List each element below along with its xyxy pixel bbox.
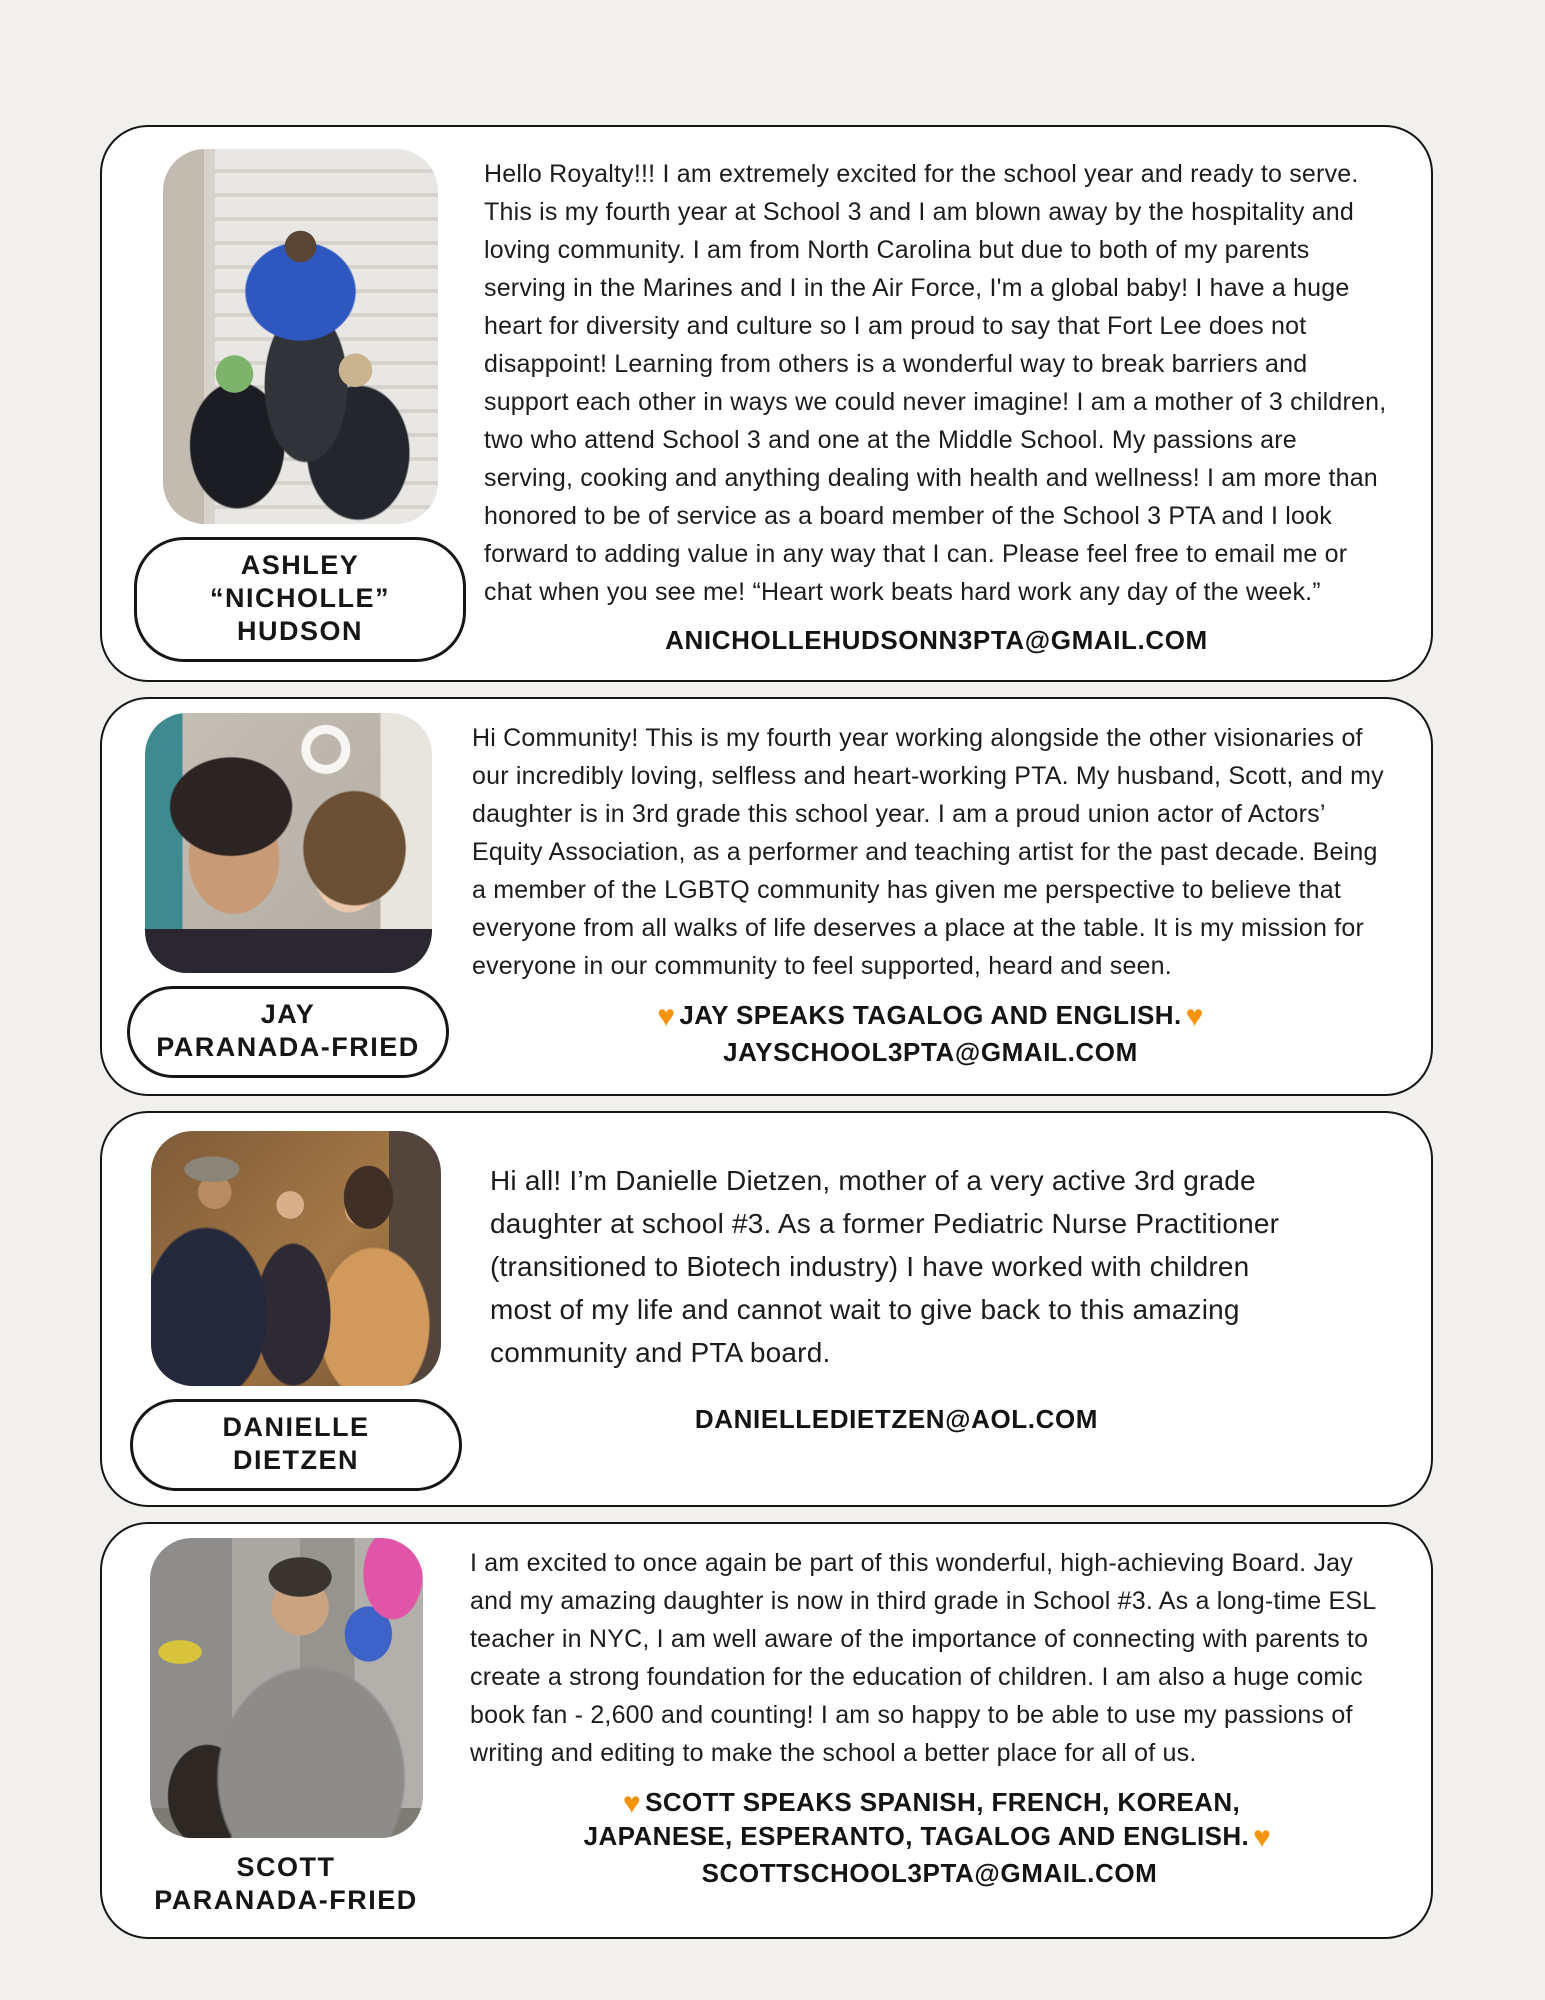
orange-heart-icon: ♥ <box>622 1787 642 1820</box>
member-bio-column <box>454 713 1393 1078</box>
member-bio-text: Hi all! I’m Danielle Dietzen, mother of a very active 3rd grade daughter at school #3. As a former Pediatric Nurse Practitioner (transitioned to Biotech industry) I have worked with children most of my life and cannot wait to give back to this amazing community and PTA board. <box>490 1165 1280 1368</box>
jay-selfie-photo <box>145 713 432 973</box>
member-photo-column <box>134 149 466 662</box>
languages-spoken-text-line2: JAPANESE, ESPERANTO, TAGALOG AND ENGLISH. <box>583 1821 1250 1851</box>
member-email: JAYSCHOOL3PTA@GMAIL.COM <box>723 1037 1138 1067</box>
board-member-card-scott <box>100 1522 1433 1939</box>
member-bio-column <box>452 1538 1393 1919</box>
member-name-line: DANIELLE DIETZEN <box>222 1412 370 1475</box>
ashley-family-photo <box>163 149 438 524</box>
member-name-line: ASHLEY “NICHOLLE” <box>210 550 390 613</box>
member-name-line: PARANADA-FRIED <box>154 1885 418 1915</box>
member-name-line: JAY <box>260 999 316 1029</box>
member-photo-column <box>130 1131 462 1491</box>
member-photo-column <box>120 1538 452 1919</box>
member-email: SCOTTSCHOOL3PTA@GMAIL.COM <box>701 1858 1158 1888</box>
member-bio-column <box>466 149 1393 662</box>
languages-spoken-text-line1: SCOTT SPEAKS SPANISH, FRENCH, KOREAN, <box>645 1787 1241 1817</box>
languages-spoken-line <box>472 999 1389 1033</box>
member-name-label <box>130 1399 462 1491</box>
member-contact-footer <box>484 621 1389 657</box>
member-name-line: HUDSON <box>236 616 363 646</box>
member-email: DANIELLEDIETZEN@AOL.COM <box>694 1404 1099 1434</box>
board-member-card-jay <box>100 697 1433 1096</box>
board-member-card-danielle <box>100 1111 1433 1507</box>
orange-heart-icon: ♥ <box>1185 1000 1204 1033</box>
member-name-line: PARANADA-FRIED <box>156 1032 420 1062</box>
scott-times-square-photo <box>150 1538 423 1838</box>
member-contact-footer <box>490 1400 1303 1436</box>
member-email: ANICHOLLEHUDSONN3PTA@GMAIL.COM <box>665 625 1208 655</box>
danielle-family-photo <box>151 1131 441 1386</box>
member-bio-text: Hello Royalty!!! I am extremely excited for the school year and ready to serve. This is my fourth year at School 3 and I am blown away by the hospitality and loving community. I am from North Carolina but due to both of my parents serving in the Marines and I in the Air Force, I'm a global baby! I have a huge heart for diversity and culture so I am proud to say that Fort Lee does not disappoint! Learning from others is a wonderful way to break barriers and support each other in ways we could never imagine! I am a mother of 3 children, two who attend School 3 and one at the Middle School. My passions are serving, cooking and anything dealing with health and wellness! I am more than honored to be of service as a board member of the School 3 PTA and I look forward to adding value in any way that I can. Please feel free to email me or chat when you see me! “Heart work beats hard work any day of the week.” <box>484 160 1387 606</box>
member-contact-footer <box>470 1782 1389 1890</box>
member-name-line: SCOTT <box>236 1852 336 1882</box>
member-name-label <box>127 986 449 1078</box>
member-name-label <box>154 1851 418 1917</box>
orange-heart-icon: ♥ <box>1253 1821 1272 1854</box>
member-name-label <box>134 537 466 662</box>
orange-heart-icon: ♥ <box>657 1000 676 1033</box>
board-member-card-ashley <box>100 125 1433 682</box>
member-contact-footer <box>472 995 1389 1069</box>
member-bio-text: I am excited to once again be part of this wonderful, high-achieving Board. Jay and my amazing daughter is now in third grade in School #3. As a long-time ESL teacher in NYC, I am well aware of the importance of connecting with parents to create a strong foundation for the education of children. I am also a huge comic book fan - 2,600 and counting! I am so happy to be able to use my passions of writing and editing to make the school a better place for all of us. <box>470 1549 1376 1767</box>
member-photo-column <box>122 713 454 1078</box>
member-bio-column <box>462 1131 1393 1491</box>
languages-spoken-text: JAY SPEAKS TAGALOG AND ENGLISH. <box>679 1000 1182 1030</box>
languages-spoken-line <box>470 1786 1389 1854</box>
member-bio-text: Hi Community! This is my fourth year working alongside the other visionaries of our incredibly loving, selfless and heart-working PTA. My husband, Scott, and my daughter is in 3rd grade this school year. I am a proud union actor of Actors’ Equity Association, as a performer and teaching artist for the past decade. Being a member of the LGBTQ community has given me perspective to believe that everyone from all walks of life deserves a place at the table. It is my mission for everyone in our community to feel supported, heard and seen. <box>472 724 1384 980</box>
